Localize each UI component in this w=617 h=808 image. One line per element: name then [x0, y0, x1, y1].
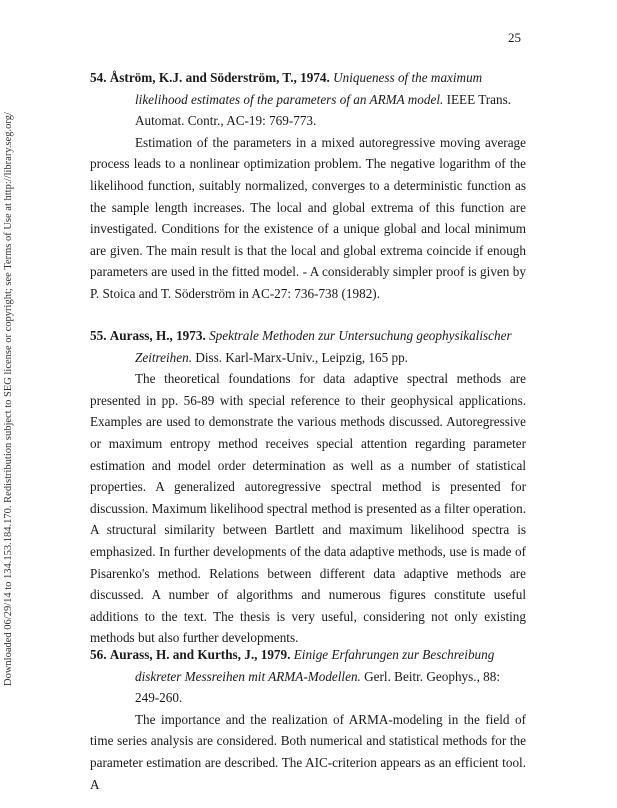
entry-title: Einige Erfahrungen zur Beschreibung diskreter Messreihen mit ARMA-Modellen. [135, 647, 495, 684]
entry-source: IEEE Trans. Automat. Contr., AC-19: 769-773. [135, 91, 512, 129]
entry-source: Diss. Karl-Marx-Univ., Leipzig, 165 pp. [195, 349, 408, 365]
reference-entry-56 [90, 644, 526, 808]
citation [90, 644, 526, 709]
entry-abstract: The theoretical foundations for data adaptive spectral methods are presented in pp. 56-89 with special reference to their geophysical applications. Examples are used to demonstrate the various methods discussed. Autoregressive or maximum entropy method receives special attention regarding parameter estimation and model order determination as well as a number of statistical properties. A generalized autoregressive spectral method is presented for discussion. Maximum likelihood spectral method is presented as a filter operation. A structural similarity between Bartlett and maximum likelihood spectra is emphasized. In further developments of the data adaptive methods, use is made of Pisarenko's method. Relations between different data adaptive methods are discussed. A number of algorithms and numerous figures constitute useful additions to the text. The thesis is very useful, considering not only existing methods but also further developments. [90, 371, 526, 646]
entry-authors: Aurass, H., 1973. [109, 328, 206, 343]
entry-number: 55. [90, 328, 107, 343]
entry-number: 54. [90, 70, 107, 85]
citation [90, 67, 526, 132]
entry-title: Uniqueness of the maximum likelihood estimates of the parameters of an ARMA model. [135, 70, 483, 107]
entry-source: Gerl. Beitr. Geophys., 88: 249-260. [135, 668, 501, 706]
reference-entry-55 [90, 325, 526, 662]
reference-entry-54 [90, 67, 526, 318]
entry-authors: Aurass, H. and Kurths, J., 1979. [109, 647, 291, 662]
page-number: 25 [508, 30, 521, 45]
entry-authors: Åström, K.J. and Söderström, T., 1974. [109, 70, 330, 85]
entry-abstract: Estimation of the parameters in a mixed autoregressive moving average process leads to a nonlinear optimization problem. The negative logarithm of the likelihood function, suitably normalized, converges to a deterministic function as the sample length increases. The local and global extrema of this function are investigated. Conditions for the existence of a unique global and local minimum are given. The main result is that the local and global extrema coincide if enough parameters are used in the fitted model. - A considerably simpler proof is given by P. Stoica and T. Söderström in AC-27: 736-738 (1982). [90, 134, 526, 301]
citation [90, 325, 526, 368]
entry-number: 56. [90, 647, 107, 662]
entry-abstract: The importance and the realization of ARMA-modeling in the field of time series analysis are considered. Both numerical and statistical methods for the parameter estimation are described. The AIC-criterion appears as an efficient tool. A [90, 711, 526, 792]
entry-title: Spektrale Methoden zur Untersuchung geophysikalischer Zeitreihen. [135, 328, 512, 365]
